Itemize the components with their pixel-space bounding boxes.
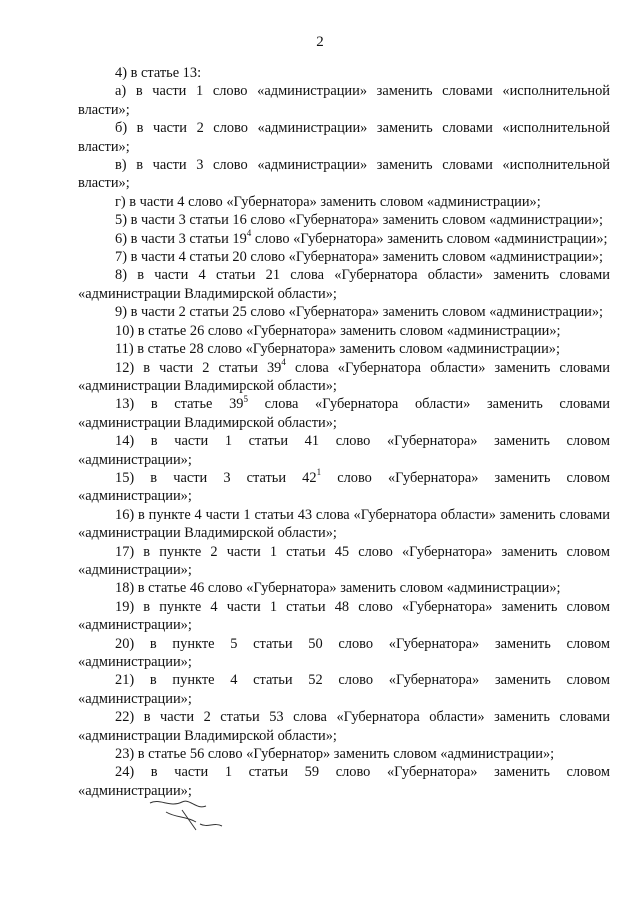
superscript: 5	[243, 393, 248, 404]
list-item	[78, 395, 610, 432]
superscript: 1	[316, 467, 322, 478]
list-item: 11) в статье 28 слово «Губернатора» заменить словом «администрации»;	[115, 341, 561, 358]
list-item-text: 13) в статье 39	[115, 396, 244, 413]
list-item-text: слово «Губернатора» заменить словом «администрации»;	[251, 230, 608, 247]
list-item-text: 15) в части 3 статьи 42	[115, 469, 317, 486]
list-item	[78, 469, 610, 506]
list-item: б) в части 2 слово «администрации» заменить словами «исполнительной власти»;	[78, 120, 610, 155]
list-item: 24) в части 1 статьи 59 слово «Губернатора» заменить словом «администрации»;	[78, 764, 610, 799]
list-item: а) в части 1 слово «администрации» заменить словами «исполнительной власти»;	[78, 83, 610, 118]
list-item: 10) в статье 26 слово «Губернатора» заменить словом «администрации»;	[115, 322, 561, 339]
document-body	[78, 64, 610, 800]
page-number: 2	[316, 34, 324, 50]
list-item-text: слова «Губернатора области» заменить словами «администрации Владимирской области»;	[78, 359, 610, 394]
list-item: 18) в статье 46 слово «Губернатора» заменить словом «администрации»;	[115, 580, 561, 597]
list-item	[78, 227, 610, 248]
list-item: 19) в пункте 4 части 1 статьи 48 слово «Губернатора» заменить словом «администрации»;	[78, 598, 610, 634]
list-item: 7) в части 4 статьи 20 слово «Губернатора» заменить словом «администрации»;	[115, 249, 604, 266]
list-item: 9) в части 2 статьи 25 слово «Губернатора» заменить словом «администрации»;	[115, 304, 604, 321]
list-item: 5) в части 3 статьи 16 слово «Губернатора» заменить словом «администрации»;	[115, 212, 604, 229]
list-item: г) в части 4 слово «Губернатора» заменить словом «администрации»;	[115, 193, 541, 210]
list-item: 22) в части 2 статьи 53 слова «Губернатора области» заменить словами «администрации Владимирской области»;	[78, 709, 610, 744]
list-item-text: 12) в части 2 статьи 39	[115, 359, 282, 376]
list-item	[78, 356, 610, 396]
list-item: 20) в пункте 5 статьи 50 слово «Губернатора» заменить словом «администрации»;	[78, 635, 610, 670]
list-item-text: 6) в части 3 статьи 19	[115, 230, 247, 247]
list-item-text: слова «Губернатора области» заменить словами «администрации Владимирской области»;	[78, 396, 610, 431]
list-item: 8) в части 4 статьи 21 слова «Губернатора области» заменить словами «администрации Владимирской области»;	[78, 267, 610, 302]
list-item: 4) в статье 13:	[115, 65, 202, 81]
list-item: в) в части 3 слово «администрации» заменить словами «исполнительной власти»;	[78, 157, 610, 192]
list-item-text: слово «Губернатора» заменить словом «администрации»;	[78, 469, 610, 505]
list-item: 17) в пункте 2 части 1 статьи 45 слово «Губернатора» заменить словом «администрации»;	[78, 543, 610, 578]
superscript: 4	[246, 227, 252, 238]
list-item: 21) в пункте 4 статьи 52 слово «Губернатора» заменить словом «администрации»;	[78, 672, 610, 707]
list-item: 23) в статье 56 слово «Губернатор» заменить словом «администрации»;	[115, 746, 555, 763]
superscript: 4	[281, 356, 286, 367]
list-item: 14) в части 1 статьи 41 слово «Губернатора» заменить словом «администрации»;	[78, 433, 610, 468]
list-item: 16) в пункте 4 части 1 статьи 43 слова «Губернатора области» заменить словами «администрации Владимирской области»;	[78, 506, 610, 542]
